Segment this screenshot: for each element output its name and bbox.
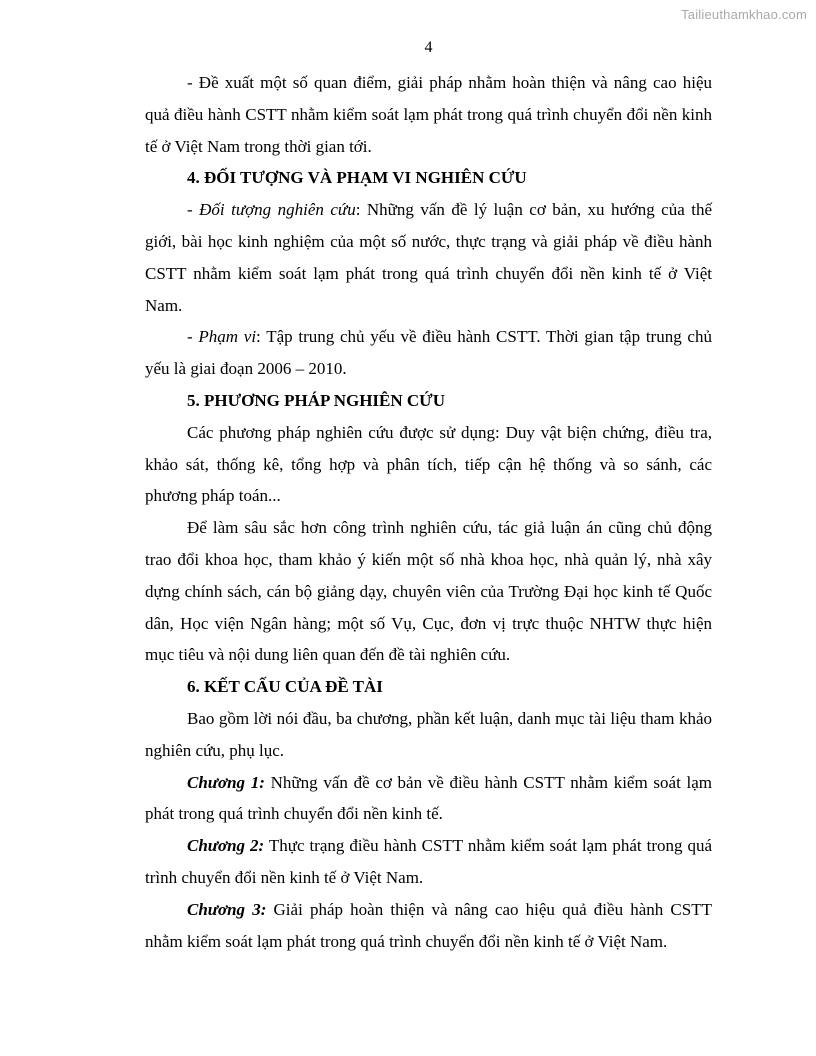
- paragraph-chapter-3: [145, 894, 712, 958]
- heading-section-5: 5. PHƯƠNG PHÁP NGHIÊN CỨU: [187, 390, 445, 410]
- lead-chapter-2: Chương 2:: [187, 836, 265, 856]
- page-number: 4: [424, 39, 433, 56]
- heading-section-4: 4. ĐỐI TƯỢNG VÀ PHẠM VI NGHIÊN CỨU: [187, 168, 527, 188]
- paragraph-consultation: Để làm sâu sắc hơn công trình nghiên cứu, tác giả luận án cũng chủ động trao đổi khoa học, tham khảo ý kiến một số nhà khoa học, nhà quản lý, nhà xây dựng chính sách, cán bộ giảng dạy, chuyên viên của Trường Đại học kinh tế Quốc dân, Học viện Ngân hàng; một số Vụ, Cục, đơn vị trực thuộc NHTW thực hiện mục tiêu và nội dung liên quan đến đề tài nghiên cứu.: [145, 518, 712, 665]
- paragraph-text: Thực trạng điều hành CSTT nhằm kiểm soát lạm phát trong quá trình chuyển đổi nền kinh tế ở Việt Nam.: [145, 836, 712, 887]
- paragraph-text: : Những vấn đề lý luận cơ bản, xu hướng của thế giới, bài học kinh nghiệm của một số nước, thực trạng và giải pháp về điều hành CSTT nhằm kiểm soát lạm phát trong quá trình chuyển đổi nền kinh tế ở Việt Nam.: [145, 200, 713, 315]
- paragraph-chapter-1: [145, 767, 712, 831]
- paragraph-text: Giải pháp hoàn thiện và nâng cao hiệu quả điều hành CSTT nhằm kiểm soát lạm phát trong quá trình chuyển đổi nền kinh tế ở Việt Nam.: [145, 899, 712, 951]
- lead-chapter-3: Chương 3:: [187, 899, 267, 919]
- text-column: [145, 0, 712, 957]
- document-content: [145, 67, 712, 957]
- paragraph-methods: Các phương pháp nghiên cứu được sử dụng: Duy vật biện chứng, điều tra, khảo sát, thống kê, tổng hợp và phân tích, tiếp cận hệ thống và so sánh, các phương pháp toán...: [145, 422, 712, 506]
- lead-chapter-1: Chương 1:: [187, 772, 265, 792]
- dash-prefix: -: [187, 200, 200, 220]
- lead-research-object: Đối tượng nghiên cứu: [199, 200, 356, 220]
- paragraph-text: : Tập trung chủ yếu về điều hành CSTT. Thời gian tập trung chủ yếu là giai đoạn 2006 – 2010.: [145, 327, 712, 379]
- paragraph-text: Những vấn đề cơ bản về điều hành CSTT nhằm kiểm soát lạm phát trong quá trình chuyển đổi nền kinh tế.: [145, 772, 712, 824]
- paragraph-chapter-2: [145, 830, 712, 894]
- paragraph-research-object: [145, 194, 712, 321]
- watermark-site-name: Tailieuthamkhao.com: [681, 7, 807, 22]
- paragraph-structure: Bao gồm lời nói đầu, ba chương, phần kết luận, danh mục tài liệu tham khảo nghiên cứu, phụ lục.: [145, 708, 712, 760]
- lead-scope: Phạm vi: [198, 327, 257, 347]
- heading-section-6: 6. KẾT CẤU CỦA ĐỀ TÀI: [187, 677, 383, 697]
- paragraph-proposal: - Đề xuất một số quan điểm, giải pháp nhằm hoàn thiện và nâng cao hiệu quả điều hành CSTT nhằm kiểm soát lạm phát trong quá trình chuyển đổi nền kinh tế ở Việt Nam trong thời gian tới.: [145, 73, 712, 156]
- paragraph-scope: [145, 321, 712, 385]
- dash-prefix: -: [187, 327, 199, 347]
